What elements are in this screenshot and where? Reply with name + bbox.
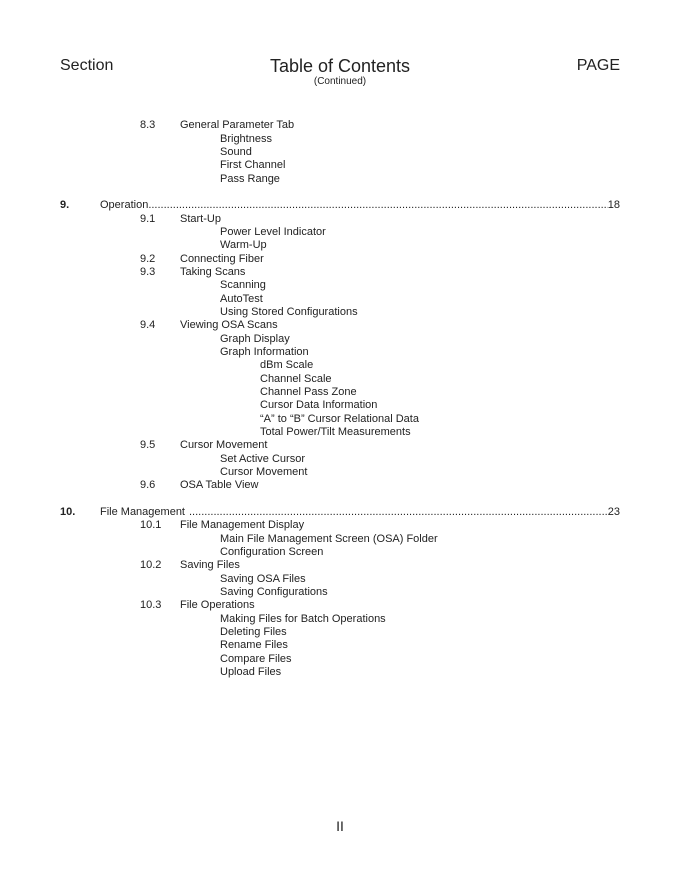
topic-item: Power Level Indicator [220, 226, 326, 238]
section-column-label: Section [60, 57, 114, 74]
topic-item: First Channel [220, 159, 286, 171]
subtopic-item: Channel Scale [260, 373, 332, 385]
section-title: Viewing OSA Scans [180, 319, 278, 331]
section-title: Connecting Fiber [180, 253, 264, 265]
topic-item: Using Stored Configurations [220, 306, 358, 318]
topic-item: Graph Information [220, 346, 309, 358]
section-title: OSA Table View [180, 479, 259, 491]
subtopic-item: Channel Pass Zone [260, 386, 357, 398]
section-number: 9.3 [140, 266, 156, 278]
topic-item: Deleting Files [220, 626, 287, 638]
chapter-number: 9. [60, 199, 70, 211]
topic-item: Warm-Up [220, 239, 267, 251]
chapter-entry [100, 505, 620, 519]
dot-leader [148, 198, 607, 212]
section-number: 9.2 [140, 253, 156, 265]
page-subtitle: (Continued) [313, 76, 367, 87]
chapter-page: 18 [607, 199, 620, 211]
topic-item: Saving Configurations [220, 586, 328, 598]
section-number: 9.4 [140, 319, 156, 331]
section-title: File Management Display [180, 519, 305, 531]
section-title: Cursor Movement [180, 439, 268, 451]
page-title: Table of Contents [269, 56, 411, 76]
section-number: 8.3 [140, 119, 156, 131]
section-number: 10.3 [140, 599, 162, 611]
page-column-label: PAGE [576, 57, 620, 74]
topic-item: AutoTest [220, 293, 263, 305]
chapter-entry [100, 198, 620, 212]
section-number: 9.1 [140, 213, 156, 225]
section-number: 9.6 [140, 479, 156, 491]
topic-item: Upload Files [220, 666, 282, 678]
topic-item: Configuration Screen [220, 546, 324, 558]
topic-item: Cursor Movement [220, 466, 308, 478]
topic-item: Set Active Cursor [220, 453, 305, 465]
chapter-title: File Management [100, 506, 185, 518]
dot-leader [185, 505, 608, 519]
subtopic-item: “A” to “B” Cursor Relational Data [260, 413, 419, 425]
topic-item: Rename Files [220, 639, 288, 651]
section-number: 10.2 [140, 559, 162, 571]
topic-item: Brightness [220, 133, 272, 145]
section-number: 9.5 [140, 439, 156, 451]
chapter-title: Operation [100, 199, 149, 211]
topic-item: Sound [220, 146, 252, 158]
topic-item: Main File Management Screen (OSA) Folder [220, 533, 438, 545]
topic-item: Scanning [220, 279, 266, 291]
topic-item: Graph Display [220, 333, 290, 345]
topic-item: Pass Range [220, 173, 280, 185]
section-title: File Operations [180, 599, 255, 611]
topic-item: Saving OSA Files [220, 573, 306, 585]
section-title: Saving Files [180, 559, 240, 571]
section-title: Start-Up [180, 213, 221, 225]
topic-item: Compare Files [220, 653, 292, 665]
section-title: General Parameter Tab [180, 119, 295, 131]
subtopic-item: dBm Scale [260, 359, 314, 371]
page-number: II [336, 818, 344, 834]
subtopic-item: Total Power/Tilt Measurements [260, 426, 411, 438]
subtopic-item: Cursor Data Information [260, 399, 378, 411]
section-number: 10.1 [140, 519, 162, 531]
chapter-page: 23 [607, 506, 620, 518]
section-title: Taking Scans [180, 266, 246, 278]
topic-item: Making Files for Batch Operations [220, 613, 386, 625]
chapter-number: 10. [60, 506, 76, 518]
